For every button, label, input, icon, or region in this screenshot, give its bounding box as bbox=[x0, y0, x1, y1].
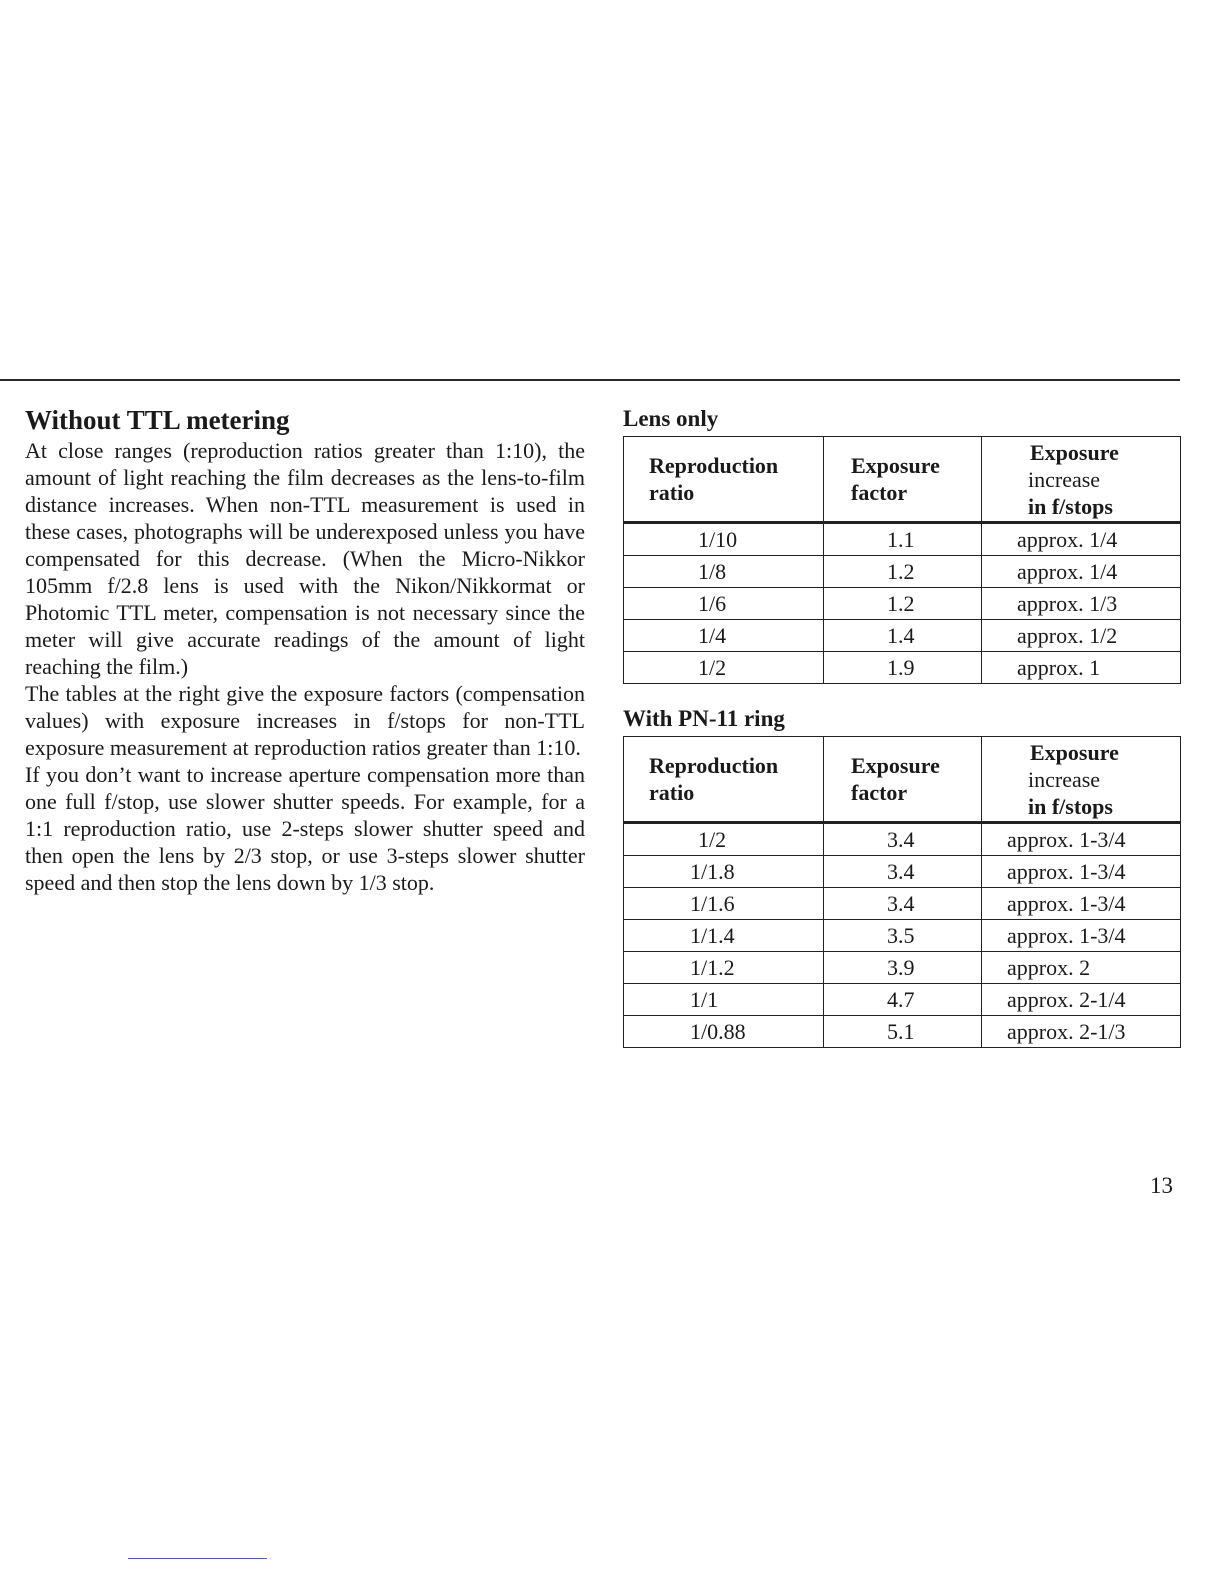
pn11-ring-table bbox=[623, 736, 1181, 1048]
cell-factor: 3.4 bbox=[824, 888, 982, 920]
cell-increase: approx. 1/3 bbox=[982, 588, 1181, 620]
header-text: Reproduction bbox=[649, 453, 779, 478]
header-text: Exposure bbox=[1030, 739, 1119, 765]
cell-increase: approx. 1/2 bbox=[982, 620, 1181, 652]
cell-increase: approx. 1-3/4 bbox=[982, 856, 1181, 888]
header-text: increase bbox=[1028, 766, 1101, 792]
table-row bbox=[624, 588, 1181, 620]
table-title-pn11-ring: With PN-11 ring bbox=[623, 706, 785, 731]
cell-increase: approx. 1-3/4 bbox=[982, 823, 1181, 856]
table-title-lens-only: Lens only bbox=[623, 406, 719, 431]
header-text: increase bbox=[1028, 466, 1101, 492]
cell-ratio: 1/1.2 bbox=[624, 952, 824, 984]
paragraph-close-range: At close ranges (reproduction ratios greater than 1:10), the amount of light reaching the film decreases as the lens-to-film distance increases. When non-TTL measurement is used in these cases, photographs will be underexposed unless you have compensated for this decrease. (When the Micro-Nikkor 105mm f/2.8 lens is used with the Nikon/Nikkormat or Photomic TTL meter, compensation is not necessary since the meter will give accurate readings of the amount of light reaching the film.) bbox=[25, 438, 585, 679]
header-text: factor bbox=[851, 480, 908, 505]
table-row bbox=[624, 652, 1181, 684]
cell-increase: approx. 1 bbox=[982, 652, 1181, 684]
cell-increase: approx. 2-1/4 bbox=[982, 984, 1181, 1016]
header-text: ratio bbox=[649, 480, 695, 505]
lens-only-table bbox=[623, 436, 1181, 684]
header-text: Exposure bbox=[851, 753, 940, 778]
table-row bbox=[624, 856, 1181, 888]
cell-ratio: 1/10 bbox=[624, 523, 824, 556]
cell-ratio: 1/6 bbox=[624, 588, 824, 620]
cell-ratio: 1/1.6 bbox=[624, 888, 824, 920]
header-text: in f/stops bbox=[1028, 493, 1113, 519]
cell-ratio: 1/2 bbox=[624, 652, 824, 684]
cell-ratio: 1/0.88 bbox=[624, 1016, 824, 1048]
header-text: factor bbox=[851, 780, 908, 805]
table-row bbox=[624, 823, 1181, 856]
cell-increase: approx. 1-3/4 bbox=[982, 920, 1181, 952]
header-exposure-increase bbox=[982, 737, 1181, 823]
cell-factor: 1.4 bbox=[824, 620, 982, 652]
table-row bbox=[624, 920, 1181, 952]
header-text: Reproduction bbox=[649, 753, 779, 778]
left-column bbox=[25, 403, 585, 896]
cell-factor: 1.2 bbox=[824, 588, 982, 620]
cell-ratio: 1/8 bbox=[624, 556, 824, 588]
cell-factor: 4.7 bbox=[824, 984, 982, 1016]
cell-factor: 3.9 bbox=[824, 952, 982, 984]
paragraph-tables-note: The tables at the right give the exposure factors (compensation values) with exposure increases in f/stops for non-TTL exposure measurement at reproduction ratios greater than 1:10. bbox=[25, 681, 585, 760]
cell-factor: 1.9 bbox=[824, 652, 982, 684]
cell-ratio: 1/2 bbox=[624, 823, 824, 856]
footnote-rule bbox=[128, 1558, 267, 1559]
table-row bbox=[624, 556, 1181, 588]
header-text: in f/stops bbox=[1028, 793, 1113, 819]
table-row bbox=[624, 984, 1181, 1016]
header-exposure-factor bbox=[824, 737, 982, 823]
cell-ratio: 1/1 bbox=[624, 984, 824, 1016]
cell-increase: approx. 1/4 bbox=[982, 556, 1181, 588]
header-reproduction-ratio bbox=[624, 437, 824, 523]
table-row bbox=[624, 888, 1181, 920]
top-divider-rule bbox=[0, 379, 1180, 381]
header-text: Exposure bbox=[1030, 439, 1119, 465]
table-header-row bbox=[624, 437, 1181, 523]
cell-factor: 3.4 bbox=[824, 823, 982, 856]
page-number: 13 bbox=[1150, 1173, 1173, 1198]
cell-factor: 5.1 bbox=[824, 1016, 982, 1048]
cell-factor: 1.2 bbox=[824, 556, 982, 588]
cell-increase: approx. 2-1/3 bbox=[982, 1016, 1181, 1048]
table-row bbox=[624, 523, 1181, 556]
cell-increase: approx. 1-3/4 bbox=[982, 888, 1181, 920]
table-row bbox=[624, 952, 1181, 984]
header-exposure-increase bbox=[982, 437, 1181, 523]
cell-factor: 3.5 bbox=[824, 920, 982, 952]
cell-ratio: 1/4 bbox=[624, 620, 824, 652]
header-text: Exposure bbox=[851, 453, 940, 478]
cell-ratio: 1/1.4 bbox=[624, 920, 824, 952]
cell-factor: 1.1 bbox=[824, 523, 982, 556]
cell-factor: 3.4 bbox=[824, 856, 982, 888]
table-row bbox=[624, 1016, 1181, 1048]
header-text: ratio bbox=[649, 780, 695, 805]
paragraph-shutter-advice: If you don’t want to increase aperture compensation more than one full f/stop, use slower shutter speeds. For example, for a 1:1 reproduction ratio, use 2-steps slower shutter speed and then open the lens by 2/3 stop, or use 3-steps slower shutter speed and then stop the lens down by 1/3 stop. bbox=[25, 762, 585, 895]
cell-ratio: 1/1.8 bbox=[624, 856, 824, 888]
header-reproduction-ratio bbox=[624, 737, 824, 823]
table-header-row bbox=[624, 737, 1181, 823]
cell-increase: approx. 2 bbox=[982, 952, 1181, 984]
section-heading: Without TTL metering bbox=[25, 405, 290, 435]
table-row bbox=[624, 620, 1181, 652]
cell-increase: approx. 1/4 bbox=[982, 523, 1181, 556]
header-exposure-factor bbox=[824, 437, 982, 523]
right-column bbox=[623, 404, 1180, 1048]
